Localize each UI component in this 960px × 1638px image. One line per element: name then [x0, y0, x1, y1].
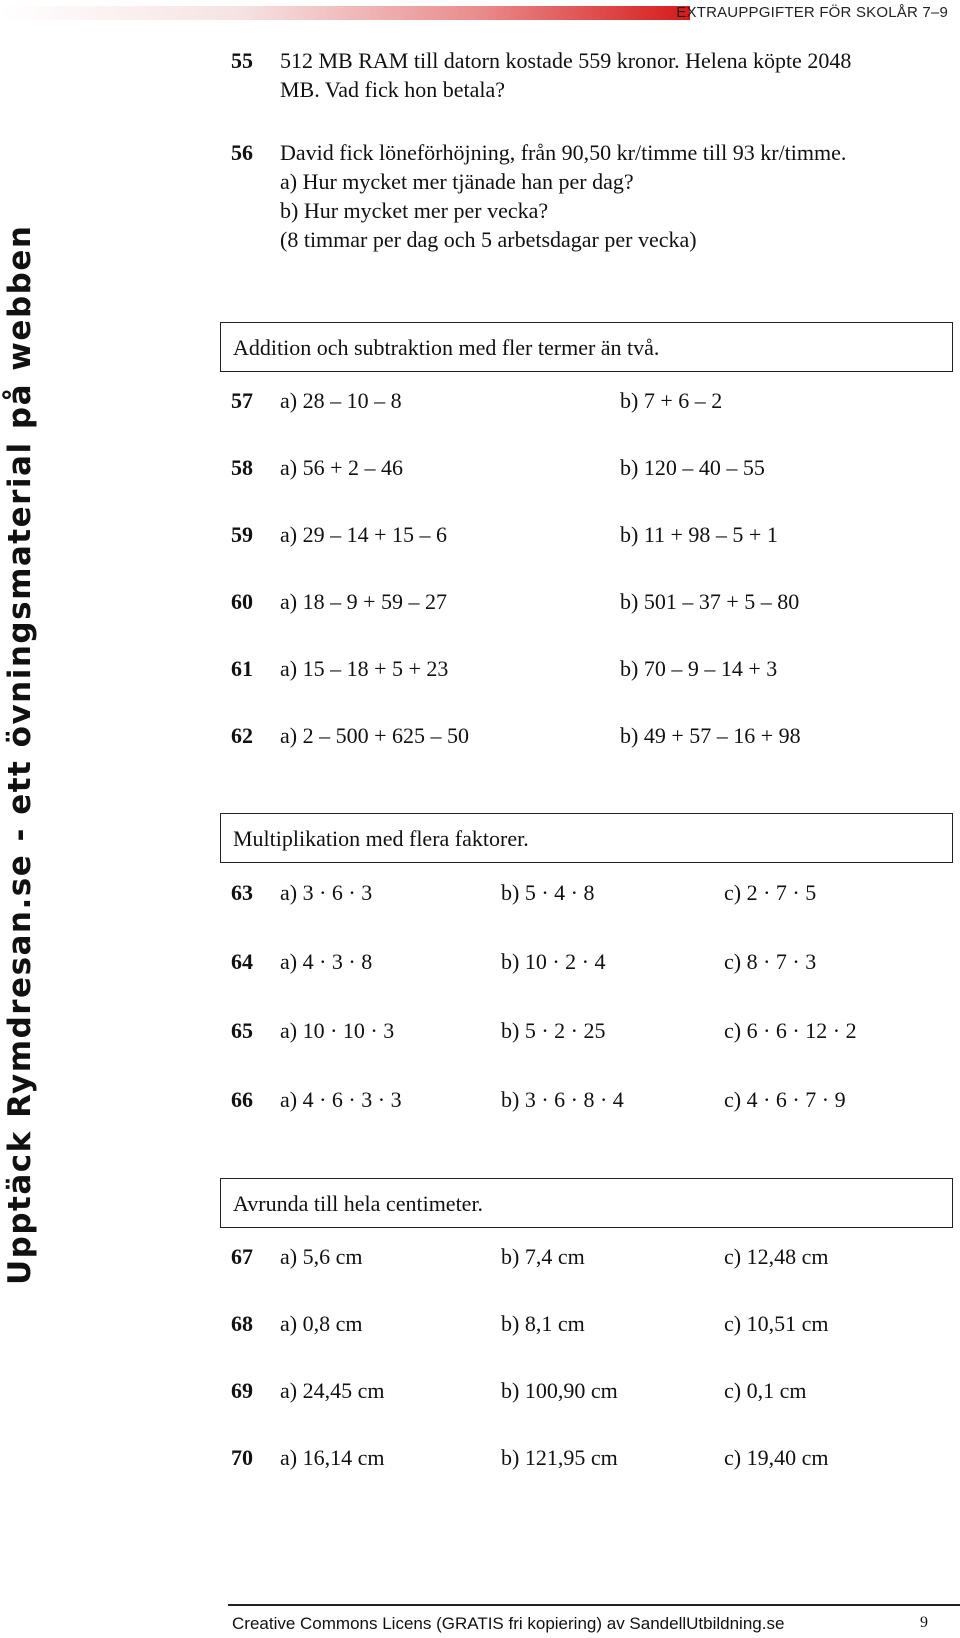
- exercise-a: a) 0,8 cm: [280, 1311, 363, 1336]
- problem-number: 56: [231, 140, 253, 165]
- exercise-c: c) 4 · 6 · 7 · 9: [724, 1087, 846, 1112]
- exercise-b: b) 501 – 37 + 5 – 80: [620, 589, 800, 614]
- exercise-b: b) 70 – 9 – 14 + 3: [620, 656, 778, 681]
- side-banner: Upptäck Rymdresan.se - ett övningsmaterial på webben: [2, 224, 38, 1285]
- exercise-c: c) 0,1 cm: [724, 1378, 807, 1403]
- exercise-a: a) 16,14 cm: [280, 1445, 385, 1470]
- header-gradient-bar: [0, 6, 690, 20]
- exercise-c: c) 12,48 cm: [724, 1244, 829, 1269]
- exercise-b: b) 11 + 98 – 5 + 1: [620, 522, 778, 547]
- problem-line: a) Hur mycket mer tjänade han per dag?: [280, 169, 634, 194]
- problem-line: b) Hur mycket mer per vecka?: [280, 198, 549, 223]
- problem-line: (8 timmar per dag och 5 arbetsdagar per vecka): [280, 227, 697, 252]
- exercise-number: 68: [231, 1311, 253, 1336]
- exercise-number: 65: [231, 1018, 253, 1043]
- exercise-b: b) 49 + 57 – 16 + 98: [620, 723, 801, 748]
- exercise-b: b) 5 · 2 · 25: [501, 1018, 606, 1043]
- problem-line: David fick löneförhöjning, från 90,50 kr/timme till 93 kr/timme.: [280, 140, 847, 165]
- exercise-c: c) 6 · 6 · 12 · 2: [724, 1018, 857, 1043]
- exercise-number: 58: [231, 455, 253, 480]
- exercise-c: c) 8 · 7 · 3: [724, 949, 817, 974]
- exercise-c: c) 19,40 cm: [724, 1445, 829, 1470]
- exercise-b: b) 7,4 cm: [501, 1244, 585, 1269]
- section-header-multiplikation: Multiplikation med flera faktorer.: [220, 813, 953, 863]
- exercise-c: c) 10,51 cm: [724, 1311, 829, 1336]
- problem-line: MB. Vad fick hon betala?: [280, 77, 506, 102]
- exercise-a: a) 56 + 2 – 46: [280, 455, 403, 480]
- exercise-a: a) 18 – 9 + 59 – 27: [280, 589, 447, 614]
- exercise-number: 57: [231, 388, 253, 413]
- footer-license: Creative Commons Licens (GRATIS fri kopiering) av SandellUtbildning.se: [232, 1614, 785, 1633]
- exercise-number: 60: [231, 589, 253, 614]
- exercise-a: a) 10 · 10 · 3: [280, 1018, 395, 1043]
- page-number: 9: [920, 1614, 928, 1631]
- section-header-avrunda: Avrunda till hela centimeter.: [220, 1178, 953, 1228]
- exercise-a: a) 4 · 3 · 8: [280, 949, 373, 974]
- exercise-b: b) 10 · 2 · 4: [501, 949, 606, 974]
- exercise-b: b) 100,90 cm: [501, 1378, 618, 1403]
- exercise-b: b) 3 · 6 · 8 · 4: [501, 1087, 624, 1112]
- problem-number: 55: [231, 48, 253, 73]
- exercise-c: c) 2 · 7 · 5: [724, 880, 817, 905]
- exercise-number: 70: [231, 1445, 253, 1470]
- exercise-number: 62: [231, 723, 253, 748]
- exercise-a: a) 3 · 6 · 3: [280, 880, 373, 905]
- exercise-a: a) 4 · 6 · 3 · 3: [280, 1087, 402, 1112]
- exercise-number: 64: [231, 949, 253, 974]
- exercise-b: b) 7 + 6 – 2: [620, 388, 723, 413]
- header-title: EXTRAUPPGIFTER FÖR SKOLÅR 7–9: [676, 4, 948, 21]
- exercise-number: 59: [231, 522, 253, 547]
- exercise-b: b) 121,95 cm: [501, 1445, 618, 1470]
- exercise-a: a) 5,6 cm: [280, 1244, 363, 1269]
- exercise-b: b) 8,1 cm: [501, 1311, 585, 1336]
- problem-text: [280, 46, 851, 104]
- exercise-a: a) 29 – 14 + 15 – 6: [280, 522, 447, 547]
- exercise-a: a) 28 – 10 – 8: [280, 388, 402, 413]
- exercise-number: 69: [231, 1378, 253, 1403]
- exercise-a: a) 15 – 18 + 5 + 23: [280, 656, 449, 681]
- exercise-number: 66: [231, 1087, 253, 1112]
- exercise-a: a) 2 – 500 + 625 – 50: [280, 723, 469, 748]
- exercise-b: b) 120 – 40 – 55: [620, 455, 765, 480]
- exercise-a: a) 24,45 cm: [280, 1378, 385, 1403]
- exercise-number: 67: [231, 1244, 253, 1269]
- exercise-number: 61: [231, 656, 253, 681]
- exercise-b: b) 5 · 4 · 8: [501, 880, 595, 905]
- problem-line: 512 MB RAM till datorn kostade 559 kronor. Helena köpte 2048: [280, 48, 852, 73]
- footer-divider: [228, 1604, 960, 1606]
- exercise-number: 63: [231, 880, 253, 905]
- problem-text: [280, 138, 846, 254]
- section-header-addition: Addition och subtraktion med fler termer än två.: [220, 322, 953, 372]
